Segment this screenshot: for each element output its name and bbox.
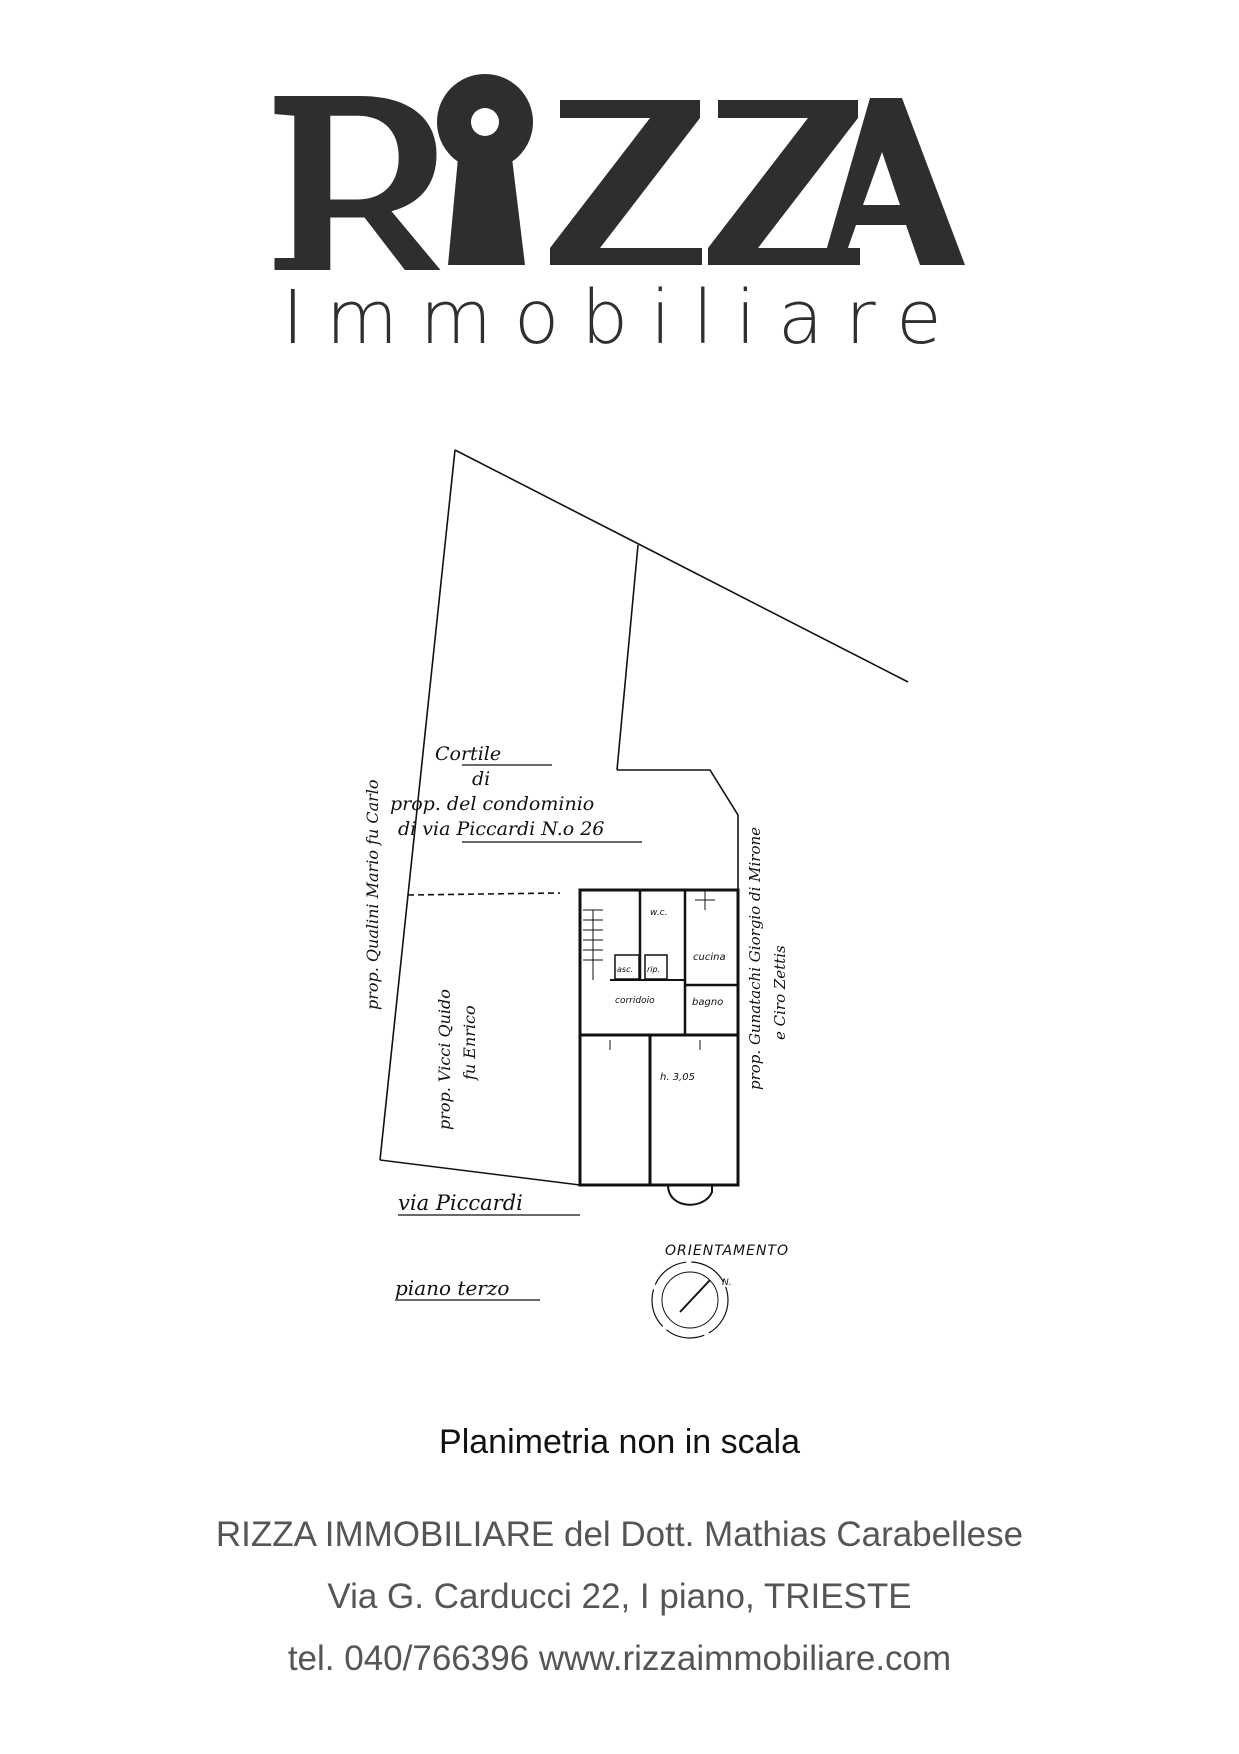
agency-contact: tel. 040/766396 www.rizzaimmobiliare.com [287, 1639, 952, 1678]
logo-subtitle: Immobiliare [282, 275, 964, 361]
agency-name: RIZZA IMMOBILIARE del Dott. Mathias Carabellese [215, 1515, 1024, 1554]
floor-label: piano terzo [395, 1276, 510, 1300]
right-owner-label-1: prop. Gunatachi Giorgio di Mirone [746, 826, 764, 1090]
neighbor-left-label-1: prop. Vicci Quido [435, 989, 454, 1130]
floor-plan-drawing [360, 440, 920, 1320]
agency-address: Via G. Carducci 22, I piano, TRIESTE [327, 1577, 912, 1616]
floor-plan [360, 440, 920, 1320]
street-label: via Piccardi [398, 1191, 523, 1215]
right-owner-label-2: e Ciro Zettis [771, 945, 789, 1040]
courtyard-label-1: Cortile [435, 743, 502, 765]
room-ripost: rip. [647, 965, 661, 974]
neighbor-left-label-2: fu Enrico [460, 1005, 479, 1080]
courtyard-label-2: di [472, 768, 491, 790]
room-height: h. 3,05 [660, 1072, 695, 1083]
orientation-label: ORIENTAMENTO [665, 1243, 790, 1259]
logo-wordmark [270, 60, 970, 270]
courtyard-label-3: prop. del condominio [390, 793, 595, 815]
courtyard-label-4: di via Piccardi N.o 26 [398, 818, 605, 840]
room-bagno: bagno [692, 997, 724, 1008]
plan-caption: Planimetria non in scala [439, 1423, 800, 1461]
brand-logo [270, 60, 970, 360]
room-wc: w.c. [650, 908, 668, 918]
left-owner-label: prop. Qualini Mario fu Carlo [363, 779, 382, 1010]
room-corridoio: corridoio [615, 996, 655, 1006]
room-cucina: cucina [693, 952, 726, 963]
north-label: N. [722, 1278, 732, 1288]
room-asc: asc. [617, 965, 634, 974]
